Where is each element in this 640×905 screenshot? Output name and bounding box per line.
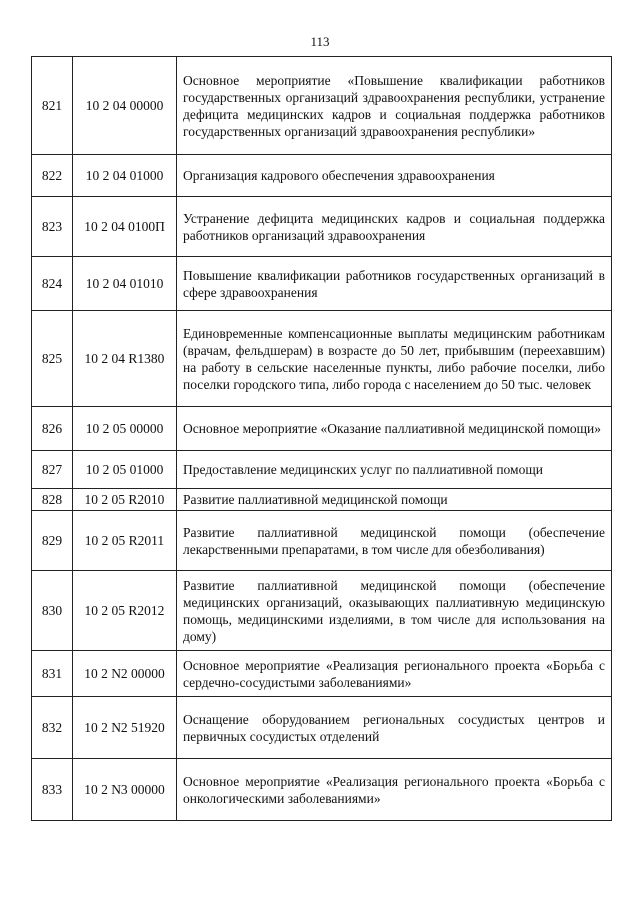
classification-code: 10 2 05 01000 [73,451,177,489]
row-number: 830 [32,571,73,651]
description-text: Основное мероприятие «Оказание паллиативной медицинской помощи» [183,421,601,436]
row-description [177,311,612,407]
row-description [177,511,612,571]
classification-code: 10 2 N2 51920 [73,697,177,759]
table-row [32,311,612,407]
row-number: 824 [32,257,73,311]
classification-code: 10 2 04 R1380 [73,311,177,407]
row-description [177,407,612,451]
table-row [32,257,612,311]
row-description [177,57,612,155]
row-description [177,651,612,697]
classification-code: 10 2 04 01000 [73,155,177,197]
row-description [177,489,612,511]
description-text: Развитие паллиативной медицинской помощи (обеспечение лекарственными препаратами, в том числе для обезболивания) [183,524,605,557]
table-row [32,407,612,451]
description-text: Повышение квалификации работников государственных организаций в сфере здравоохранения [183,267,605,300]
row-description [177,155,612,197]
row-number: 823 [32,197,73,257]
row-description [177,257,612,311]
description-text: Основное мероприятие «Реализация регионального проекта «Борьба с онкологическими заболеваниями» [183,773,605,806]
row-description [177,759,612,821]
row-description [177,451,612,489]
description-text: Устранение дефицита медицинских кадров и социальная поддержка работников организаций здравоохранения [183,210,605,243]
description-text: Развитие паллиативной медицинской помощи [183,492,448,507]
row-number: 821 [32,57,73,155]
classification-code: 10 2 05 R2010 [73,489,177,511]
row-description [177,697,612,759]
page-number: 113 [310,34,330,49]
row-number: 826 [32,407,73,451]
table-row [32,197,612,257]
row-number: 831 [32,651,73,697]
row-number: 828 [32,489,73,511]
row-number: 832 [32,697,73,759]
table-row [32,697,612,759]
table-row [32,451,612,489]
classification-code: 10 2 N2 00000 [73,651,177,697]
row-number: 833 [32,759,73,821]
table-row [32,155,612,197]
description-text: Развитие паллиативной медицинской помощи (обеспечение медицинских организаций, оказывающих паллиативную медицинскую помощь, медицинскими изделиями, в том числе для использования на дому) [183,577,605,644]
classification-code: 10 2 05 R2012 [73,571,177,651]
table-row [32,571,612,651]
description-text: Единовременные компенсационные выплаты медицинским работникам (врачам, фельдшерам) в возрасте до 50 лет, прибывшим (переехавшим) на работу в сельские населенные пункты, либо рабочие поселки, либо поселки городского типа, либо города с населением до 50 тыс. человек [183,325,605,392]
classification-code: 10 2 04 01010 [73,257,177,311]
description-text: Оснащение оборудованием региональных сосудистых центров и первичных сосудистых отделений [183,711,605,744]
table-row [32,759,612,821]
classification-code: 10 2 04 00000 [73,57,177,155]
classification-code: 10 2 04 0100П [73,197,177,257]
row-number: 829 [32,511,73,571]
description-text: Предоставление медицинских услуг по паллиативной помощи [183,462,543,477]
table-row [32,489,612,511]
row-number: 825 [32,311,73,407]
row-description [177,197,612,257]
description-text: Организация кадрового обеспечения здравоохранения [183,168,495,183]
table-row [32,651,612,697]
row-number: 827 [32,451,73,489]
classification-code: 10 2 05 00000 [73,407,177,451]
table-row [32,511,612,571]
table-row [32,57,612,155]
row-description [177,571,612,651]
row-number: 822 [32,155,73,197]
classification-code: 10 2 05 R2011 [73,511,177,571]
budget-classification-table [31,56,612,821]
description-text: Основное мероприятие «Повышение квалификации работников государственных организаций здравоохранения республики, устранение дефицита медицинских кадров и социальная поддержка работников государственных организаций здравоохранения республики» [183,72,605,139]
classification-code: 10 2 N3 00000 [73,759,177,821]
description-text: Основное мероприятие «Реализация регионального проекта «Борьба с сердечно-сосудистыми заболеваниями» [183,657,605,690]
